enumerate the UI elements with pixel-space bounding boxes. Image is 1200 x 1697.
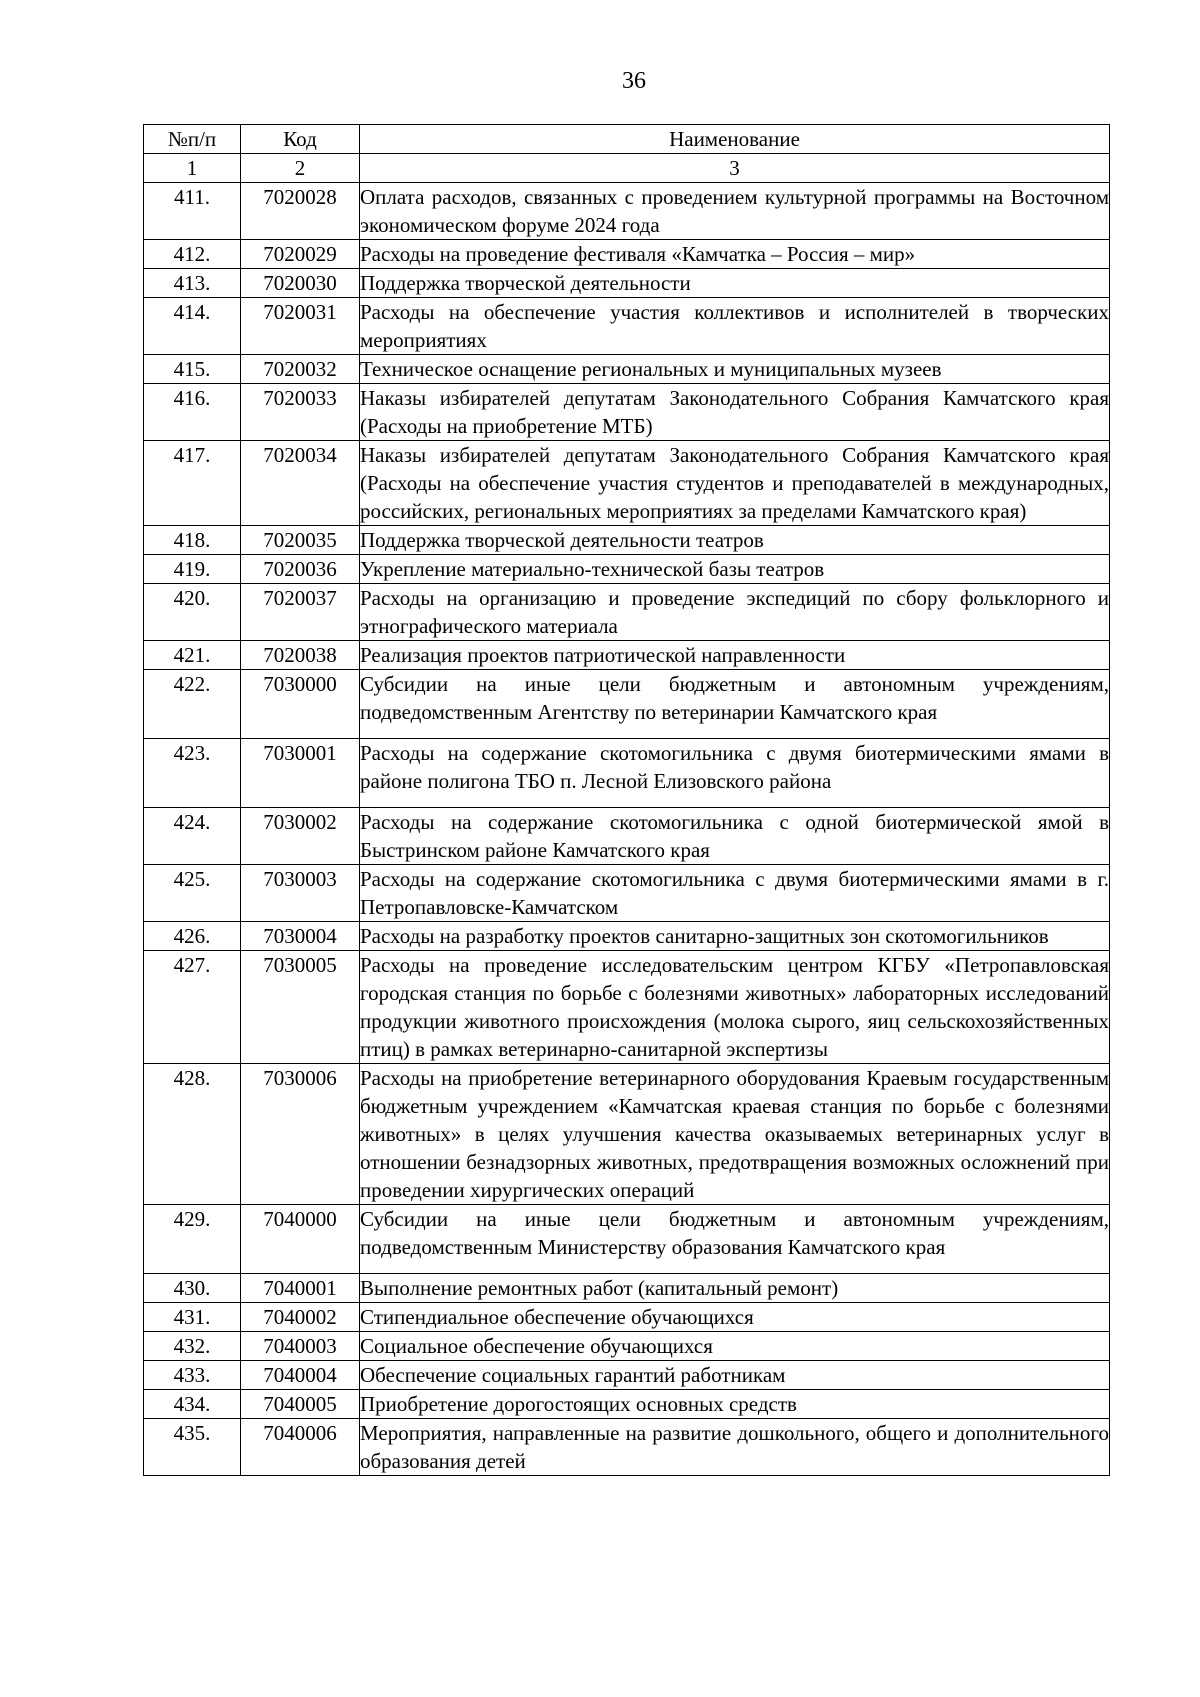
row-name: Наказы избирателей депутатам Законодательного Собрания Камчатского края (Расходы на обеспечение участия студентов и преподавателей в международных, российских, региональных мероприятиях за пределами Камчатского края) bbox=[360, 441, 1110, 526]
table-row bbox=[144, 670, 1110, 739]
table-row bbox=[144, 384, 1110, 441]
column-number-3: 3 bbox=[360, 154, 1110, 183]
row-code: 7030004 bbox=[241, 922, 360, 951]
table-row bbox=[144, 1332, 1110, 1361]
row-code: 7040002 bbox=[241, 1303, 360, 1332]
row-code: 7040003 bbox=[241, 1332, 360, 1361]
row-name: Расходы на проведение исследовательским центром КГБУ «Петропавловская городская станция по борьбе с болезнями животных» лабораторных исследований продукции животного происхождения (молока сырого, яиц сельскохозяйственных птиц) в рамках ветеринарно-санитарной экспертизы bbox=[360, 951, 1110, 1064]
row-num: 428. bbox=[144, 1064, 241, 1205]
column-number-1: 1 bbox=[144, 154, 241, 183]
table-row bbox=[144, 951, 1110, 1064]
row-code: 7020028 bbox=[241, 183, 360, 240]
table-row bbox=[144, 240, 1110, 269]
table-row bbox=[144, 1205, 1110, 1274]
row-name: Обеспечение социальных гарантий работникам bbox=[360, 1361, 1110, 1390]
row-code: 7040004 bbox=[241, 1361, 360, 1390]
row-name: Расходы на содержание скотомогильника с двумя биотермическими ямами в г. Петропавловске-Камчатском bbox=[360, 865, 1110, 922]
row-name: Социальное обеспечение обучающихся bbox=[360, 1332, 1110, 1361]
row-num: 413. bbox=[144, 269, 241, 298]
row-num: 426. bbox=[144, 922, 241, 951]
row-num: 418. bbox=[144, 526, 241, 555]
row-code: 7020029 bbox=[241, 240, 360, 269]
row-code: 7020038 bbox=[241, 641, 360, 670]
row-num: 414. bbox=[144, 298, 241, 355]
row-num: 411. bbox=[144, 183, 241, 240]
row-num: 420. bbox=[144, 584, 241, 641]
table-row bbox=[144, 865, 1110, 922]
table-row bbox=[144, 1303, 1110, 1332]
table-row bbox=[144, 441, 1110, 526]
table-row bbox=[144, 526, 1110, 555]
table-row bbox=[144, 355, 1110, 384]
table-row bbox=[144, 641, 1110, 670]
row-code: 7030002 bbox=[241, 808, 360, 865]
header-code: Код bbox=[241, 125, 360, 154]
row-code: 7020032 bbox=[241, 355, 360, 384]
row-num: 425. bbox=[144, 865, 241, 922]
table-row bbox=[144, 808, 1110, 865]
row-name: Стипендиальное обеспечение обучающихся bbox=[360, 1303, 1110, 1332]
row-code: 7040001 bbox=[241, 1274, 360, 1303]
page-number: 36 bbox=[622, 68, 646, 94]
table-row bbox=[144, 1274, 1110, 1303]
row-code: 7020035 bbox=[241, 526, 360, 555]
table-row bbox=[144, 1361, 1110, 1390]
row-num: 434. bbox=[144, 1390, 241, 1419]
row-name: Субсидии на иные цели бюджетным и автономным учреждениям, подведомственным Агентству по ветеринарии Камчатского края bbox=[360, 670, 1110, 739]
row-code: 7040000 bbox=[241, 1205, 360, 1274]
row-code: 7040005 bbox=[241, 1390, 360, 1419]
row-code: 7020030 bbox=[241, 269, 360, 298]
table-row bbox=[144, 1419, 1110, 1476]
table-row bbox=[144, 922, 1110, 951]
row-code: 7030000 bbox=[241, 670, 360, 739]
table-row bbox=[144, 269, 1110, 298]
table-row bbox=[144, 555, 1110, 584]
row-name: Мероприятия, направленные на развитие дошкольного, общего и дополнительного образования детей bbox=[360, 1419, 1110, 1476]
row-name: Техническое оснащение региональных и муниципальных музеев bbox=[360, 355, 1110, 384]
row-num: 430. bbox=[144, 1274, 241, 1303]
table-row bbox=[144, 739, 1110, 808]
row-name: Расходы на содержание скотомогильника с двумя биотермическими ямами в районе полигона ТБО п. Лесной Елизовского района bbox=[360, 739, 1110, 808]
table-header-row bbox=[144, 125, 1110, 154]
row-num: 435. bbox=[144, 1419, 241, 1476]
row-num: 423. bbox=[144, 739, 241, 808]
row-code: 7040006 bbox=[241, 1419, 360, 1476]
row-name: Реализация проектов патриотической направленности bbox=[360, 641, 1110, 670]
column-number-2: 2 bbox=[241, 154, 360, 183]
row-num: 422. bbox=[144, 670, 241, 739]
table-row bbox=[144, 584, 1110, 641]
row-num: 421. bbox=[144, 641, 241, 670]
row-name: Расходы на содержание скотомогильника с одной биотермической ямой в Быстринском районе Камчатского края bbox=[360, 808, 1110, 865]
row-name: Наказы избирателей депутатам Законодательного Собрания Камчатского края (Расходы на приобретение МТБ) bbox=[360, 384, 1110, 441]
row-code: 7030003 bbox=[241, 865, 360, 922]
row-code: 7020037 bbox=[241, 584, 360, 641]
row-num: 415. bbox=[144, 355, 241, 384]
row-num: 432. bbox=[144, 1332, 241, 1361]
row-name: Расходы на организацию и проведение экспедиций по сбору фольклорного и этнографического материала bbox=[360, 584, 1110, 641]
row-name: Оплата расходов, связанных с проведением культурной программы на Восточном экономическом форуме 2024 года bbox=[360, 183, 1110, 240]
row-name: Поддержка творческой деятельности театров bbox=[360, 526, 1110, 555]
row-name: Расходы на обеспечение участия коллективов и исполнителей в творческих мероприятиях bbox=[360, 298, 1110, 355]
row-code: 7020034 bbox=[241, 441, 360, 526]
row-name: Выполнение ремонтных работ (капитальный ремонт) bbox=[360, 1274, 1110, 1303]
row-name: Приобретение дорогостоящих основных средств bbox=[360, 1390, 1110, 1419]
row-name: Расходы на проведение фестиваля «Камчатка – Россия – мир» bbox=[360, 240, 1110, 269]
row-name: Субсидии на иные цели бюджетным и автономным учреждениям, подведомственным Министерству образования Камчатского края bbox=[360, 1205, 1110, 1274]
table-row bbox=[144, 183, 1110, 240]
row-num: 433. bbox=[144, 1361, 241, 1390]
row-num: 431. bbox=[144, 1303, 241, 1332]
row-num: 424. bbox=[144, 808, 241, 865]
row-num: 429. bbox=[144, 1205, 241, 1274]
row-code: 7020033 bbox=[241, 384, 360, 441]
row-num: 417. bbox=[144, 441, 241, 526]
row-code: 7030006 bbox=[241, 1064, 360, 1205]
row-name: Расходы на разработку проектов санитарно-защитных зон скотомогильников bbox=[360, 922, 1110, 951]
row-num: 419. bbox=[144, 555, 241, 584]
row-code: 7030001 bbox=[241, 739, 360, 808]
row-name: Укрепление материально-технической базы театров bbox=[360, 555, 1110, 584]
row-code: 7030005 bbox=[241, 951, 360, 1064]
budget-codes-table bbox=[143, 124, 1110, 1476]
header-name: Наименование bbox=[360, 125, 1110, 154]
row-code: 7020036 bbox=[241, 555, 360, 584]
row-name: Поддержка творческой деятельности bbox=[360, 269, 1110, 298]
row-name: Расходы на приобретение ветеринарного оборудования Краевым государственным бюджетным учреждением «Камчатская краевая станция по борьбе с болезнями животных» в целях улучшения качества оказываемых ветеринарных услуг в отношении безнадзорных животных, предотвращения возможных осложнений при проведении хирургических операций bbox=[360, 1064, 1110, 1205]
row-num: 412. bbox=[144, 240, 241, 269]
row-num: 427. bbox=[144, 951, 241, 1064]
header-num: №п/п bbox=[144, 125, 241, 154]
table-row bbox=[144, 298, 1110, 355]
table-row bbox=[144, 1064, 1110, 1205]
row-code: 7020031 bbox=[241, 298, 360, 355]
column-number-row bbox=[144, 154, 1110, 183]
row-num: 416. bbox=[144, 384, 241, 441]
table-row bbox=[144, 1390, 1110, 1419]
